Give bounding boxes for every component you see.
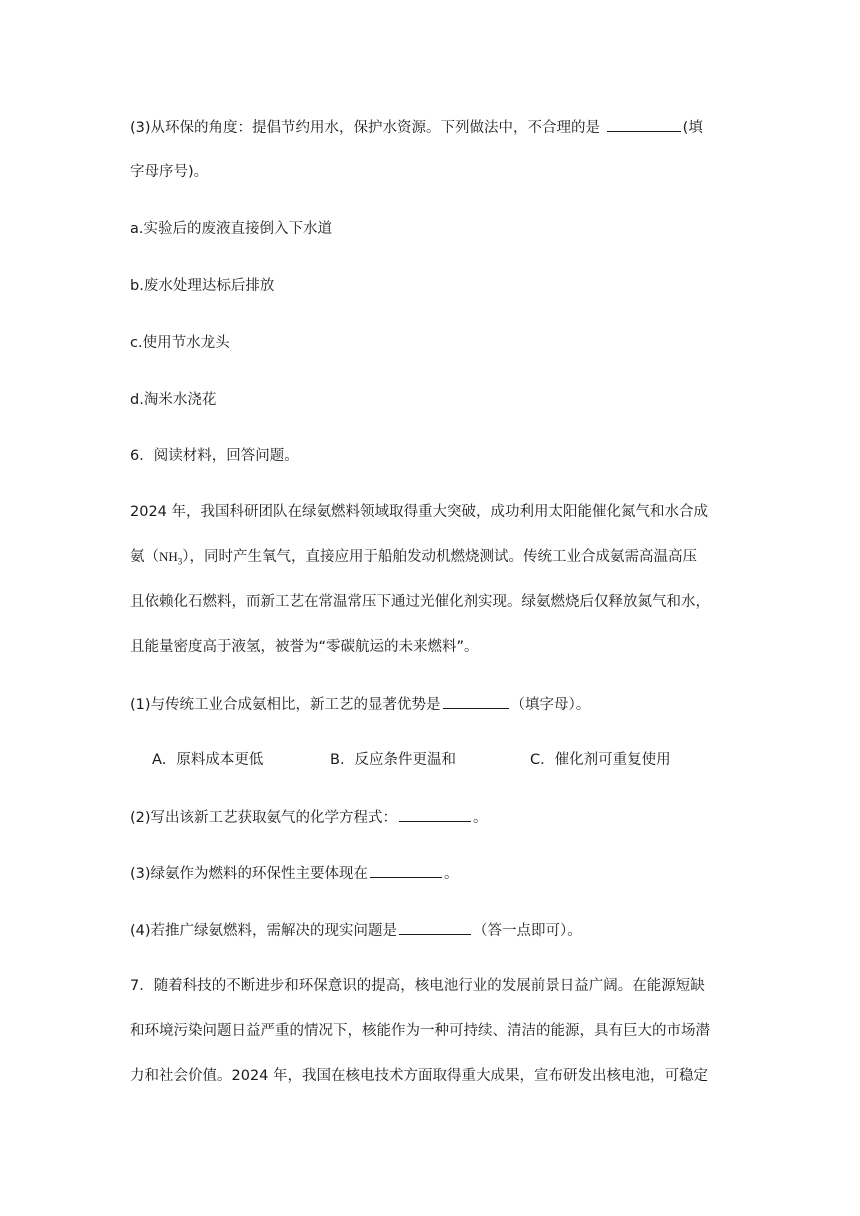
q5-option-d: d.淘米水浇花 — [130, 392, 217, 408]
choice-a: A．原料成本更低 — [152, 752, 264, 768]
q5-part3-line2: 字母序号)。 — [130, 164, 209, 180]
nh3-formula — [159, 549, 183, 567]
q5-option-c: c.使用节水龙头 — [130, 335, 230, 351]
q5-option-b: b.废水处理达标后排放 — [130, 278, 275, 294]
q5-part3-text-after: (填 — [682, 120, 703, 136]
q6-header: 6．阅读材料，回答问题。 — [130, 448, 299, 464]
q7-line3: 力和社会价值。2024 年，我国在核电技术方面取得重大成果，宣布研发出核电池，可稳定 — [130, 1068, 709, 1084]
q5-part3-line1 — [130, 117, 703, 138]
q6-sub2-text: (2)写出该新工艺获取氨气的化学方程式： — [130, 810, 398, 826]
q6-para-line4: 且能量密度高于液氢，被誉为“零碳航运的未来燃料”。 — [130, 639, 479, 655]
choice-b: B．反应条件更温和 — [330, 752, 456, 768]
q6-sub2-after: 。 — [473, 810, 488, 826]
q6-sub4 — [130, 920, 582, 941]
q6-sub4-text: (4)若推广绿氨燃料，需解决的现实问题是 — [130, 923, 398, 939]
q7-line2: 和环境污染问题日益严重的情况下，核能作为一种可持续、清洁的能源，具有巨大的市场潜 — [130, 1023, 710, 1039]
q6-sub4-after: （答一点即可）。 — [473, 923, 582, 939]
q7-line1: 7．随着科技的不断进步和环保意识的提高，核电池行业的发展前景日益广阔。在能源短缺 — [130, 978, 705, 994]
formula-base: NH — [159, 549, 178, 564]
formula-subscript: 3 — [177, 556, 183, 567]
q6-para-line2 — [130, 547, 697, 572]
q6-sub1-after: （填字母）。 — [510, 697, 591, 713]
answer-blank[interactable] — [607, 117, 681, 132]
q6-sub2 — [130, 807, 488, 828]
answer-blank[interactable] — [370, 863, 442, 878]
answer-blank[interactable] — [399, 807, 471, 822]
q6-sub3-text: (3)绿氨作为燃料的环保性主要体现在 — [130, 866, 369, 882]
q6-sub3-after: 。 — [444, 866, 459, 882]
q6-para-line2-after: ），同时产生氧气，直接应用于船舶发动机燃烧测试。传统工业合成氨需高温高压 — [182, 549, 698, 565]
choice-c: C．催化剂可重复使用 — [530, 752, 671, 768]
q6-sub3 — [130, 863, 459, 884]
q6-para-line3: 且依赖化石燃料，而新工艺在常温常压下通过光催化剂实现。绿氨燃烧后仅释放氮气和水， — [130, 594, 710, 610]
answer-blank[interactable] — [399, 920, 471, 935]
q6-sub1 — [130, 694, 590, 715]
q5-part3-text: (3)从环保的角度：提倡节约用水，保护水资源。下列做法中，不合理的是 — [130, 120, 605, 136]
q6-para-line1: 2024 年，我国科研团队在绿氨燃料领域取得重大突破，成功利用太阳能催化氮气和水合成 — [130, 504, 709, 520]
q6-sub1-text: (1)与传统工业合成氨相比，新工艺的显著优势是 — [130, 697, 441, 713]
answer-blank[interactable] — [443, 694, 509, 709]
q6-para-line2-before: 氨（ — [130, 549, 159, 565]
q6-choices — [130, 750, 730, 770]
q5-option-a: a.实验后的废液直接倒入下水道 — [130, 221, 332, 237]
